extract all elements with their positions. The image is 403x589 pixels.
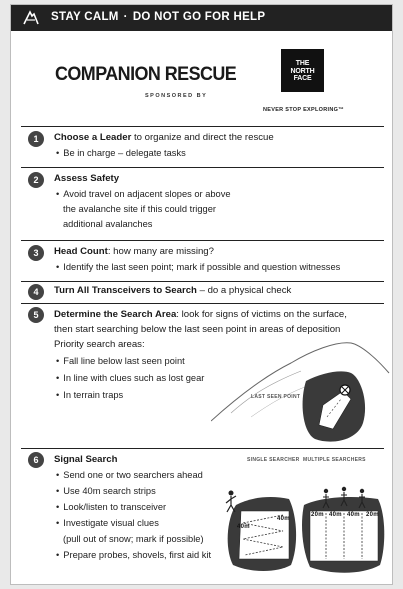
step-3-title: Head Count (54, 246, 108, 257)
step-3-rest: : how many are missing? (107, 246, 214, 257)
step-5-line-2: Priority search areas: (54, 339, 145, 350)
header-bar (11, 5, 392, 31)
step-2-heading (54, 173, 119, 184)
sponsored-label: SPONSORED BY (145, 93, 208, 99)
step-3-bullet-1: • Identify the last seen point; mark if possible and question witnesses (56, 262, 340, 272)
sponsor-tagline: NEVER STOP EXPLORING™ (263, 107, 344, 113)
step-number-1: 1 (28, 131, 44, 147)
step-6-bullet-1: • Send one or two searchers ahead (56, 470, 203, 480)
step-4-rest: – do a physical check (196, 285, 292, 296)
divider (21, 167, 384, 168)
step-2-title: Assess Safety (54, 173, 120, 184)
avalanche-logo-icon (21, 8, 41, 28)
step-5-title: Determine the Search Area (54, 309, 177, 320)
step-number-2: 2 (28, 172, 44, 188)
search-area-illustration (211, 333, 391, 448)
logo-line-3: FACE (293, 75, 312, 82)
multiple-searchers-illustration (296, 465, 388, 577)
step-4-title: Turn All Transceivers to Search (54, 285, 197, 296)
header-text (51, 11, 265, 23)
step-5-line-1: then start searching below the last seen point in areas of deposition (54, 324, 341, 335)
step-5-bullet-1: • Fall line below last seen point (56, 356, 185, 366)
step-number-5: 5 (28, 307, 44, 323)
step-6-bullet-3: • Look/listen to transceiver (56, 502, 166, 512)
step-number-3: 3 (28, 245, 44, 261)
step-5-bullet-3: • In terrain traps (56, 390, 123, 400)
sponsor-logo (281, 49, 324, 92)
step-6-bullet-2: • Use 40m search strips (56, 486, 156, 496)
single-strip-2: 40m (237, 524, 250, 530)
step-6-bullet-4: • Investigate visual clues (56, 518, 159, 528)
multi-strip-2: 40m (329, 512, 342, 518)
multi-strip-4: 20m (366, 512, 379, 518)
page-title: COMPANION RESCUE (55, 63, 237, 85)
divider (21, 126, 384, 127)
step-4-heading (54, 285, 291, 296)
divider (21, 448, 384, 449)
step-6-title: Signal Search (54, 454, 118, 465)
header-right: DO NOT GO FOR HELP (132, 11, 266, 23)
divider (21, 281, 384, 282)
step-6-continuation-1: (pull out of snow; mark if possible) (63, 534, 204, 544)
step-1-heading (54, 132, 274, 143)
header-left: STAY CALM (51, 11, 119, 23)
divider (21, 303, 384, 304)
step-6-bullet-5: • Prepare probes, shovels, first aid kit (56, 550, 211, 560)
step-1-title: Choose a Leader (54, 132, 132, 143)
single-strip-1: 40m (277, 516, 290, 522)
divider (21, 240, 384, 241)
step-2-bullet-1: • Avoid travel on adjacent slopes or above (56, 189, 231, 199)
single-searcher-label: SINGLE SEARCHER (247, 457, 300, 463)
step-6-heading (54, 454, 117, 465)
header-separator: · (123, 11, 128, 23)
last-seen-label: LAST SEEN POINT (251, 394, 301, 400)
step-3-heading (54, 246, 214, 257)
logo-line-2: NORTH (290, 67, 315, 75)
logo-line-1: THE (295, 60, 310, 67)
step-number-4: 4 (28, 284, 44, 300)
multiple-searchers-label: MULTIPLE SEARCHERS (303, 457, 366, 463)
multi-strip-1: 20m (311, 512, 324, 518)
step-number-6: 6 (28, 452, 44, 468)
step-1-bullet-1: • Be in charge – delegate tasks (56, 148, 186, 158)
step-2-continuation-2: additional avalanches (63, 219, 153, 229)
step-1-rest: to organize and direct the rescue (131, 132, 274, 143)
step-2-continuation-1: the avalanche site if this could trigger (63, 204, 216, 214)
rescue-card (10, 4, 393, 585)
step-5-bullet-2: • In line with clues such as lost gear (56, 373, 204, 383)
step-5-rest: : look for signs of victims on the surface, (176, 309, 347, 320)
step-5-heading (54, 309, 347, 320)
multi-strip-3: 40m (347, 512, 360, 518)
